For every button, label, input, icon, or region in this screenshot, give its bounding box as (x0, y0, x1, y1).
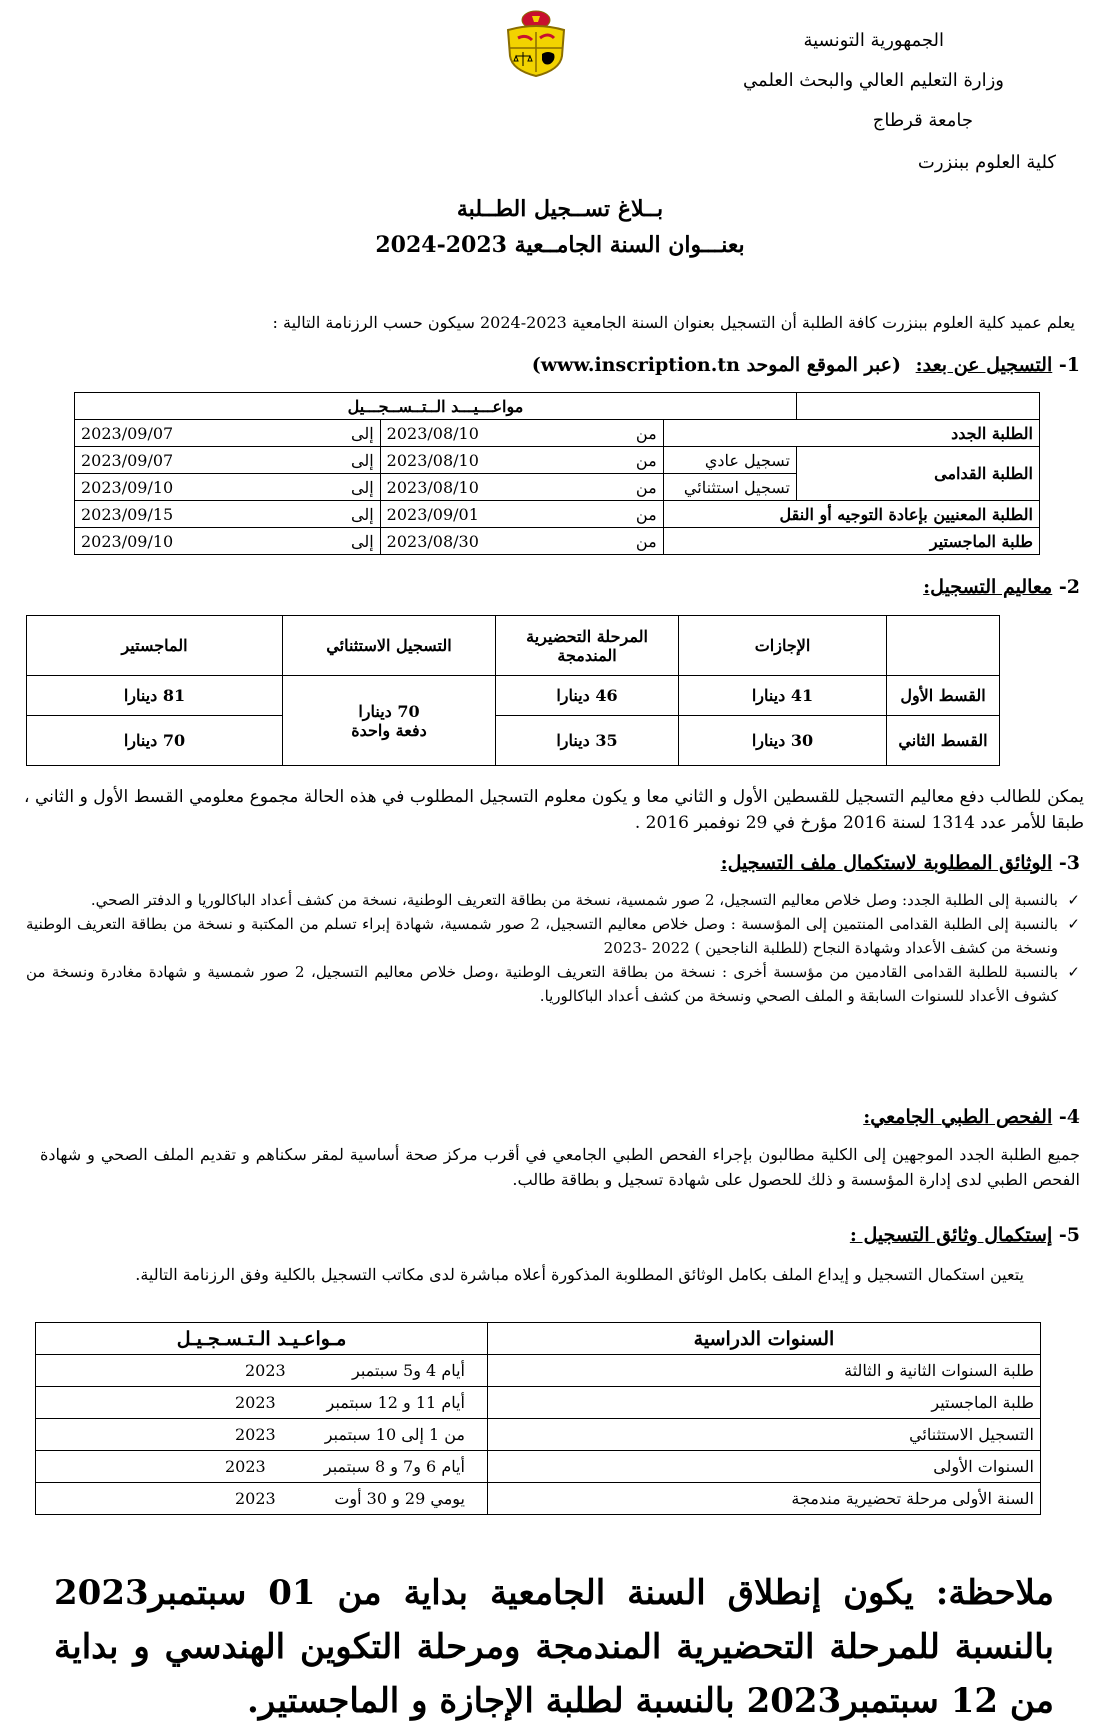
list-item-text: بالنسبة للطلبة القدامى القادمين من مؤسسة أخرى : نسخة من بطاقة التعريف الوطنية ،وصل خلاص معاليم التسجيل، 2 صور شمسية و شهادة مغادرة ونسخة من كشوف الأعداد للسنوات السابقة و الملف الصحي ونسخة من كشف أعداد الباكالوريا. (26, 963, 1058, 1005)
t1-to: إلى (351, 450, 374, 470)
t3-year-num: 2023 (235, 1425, 276, 1444)
completion-text: يتعين استكمال التسجيل و إيداع الملف بكامل الوثائق المطلوبة المذكورة أعلاه مباشرة لدى مكاتب التسجيل بالكلية وفق الرزنامة التالية. (135, 1265, 1024, 1284)
t3-year-num: 2023 (225, 1457, 266, 1476)
t1-from: من (635, 504, 657, 524)
t1-empty-corner (797, 393, 1040, 420)
t1-to-date: 2023/09/07 (81, 450, 174, 470)
section3-heading: الوثائق المطلوبة لاستكمال ملف التسجيل: (720, 852, 1053, 874)
remote-registration-table (74, 392, 1040, 555)
t2-corner (887, 616, 1000, 676)
start-date-note: ملاحظة: يكون إنطلاق السنة الجامعية بداية من 01 سبتمبر2023 بالنسبة للمرحلة التحضيرية المندمجة ومرحلة التكوين الهندسي و بداية من 12 سبتمبر2023 بالنسبة لطلبة الإجازة و الماجستير. (54, 1573, 1054, 1721)
section1-site: (عبر الموقع الموحد www.inscription.tn) (531, 354, 902, 376)
medical-exam-text: جميع الطلبة الجدد الموجهين إلى الكلية مطالبون بإجراء الفحص الطبي الجامعي في أقرب مركز صحة أساسية لمقر سكناهم و تقديم الملف الصحي و شهادة الفحص الطبي لدى إدارة المؤسسة و ذلك للحصول على شهادة تسجيل و بطاقة طالب. (40, 1145, 1081, 1189)
section1-heading: التسجيل عن بعد: (915, 354, 1053, 376)
t1-label: الطلبة القدامى (797, 447, 1040, 501)
section4-heading: الفحص الطبي الجامعي: (863, 1106, 1053, 1128)
section1-number: 1- (1058, 354, 1080, 376)
t2-col-header: الإجازات (679, 616, 887, 676)
t1-to: إلى (351, 423, 374, 443)
intro-paragraph: يعلم عميد كلية العلوم ببنزرت كافة الطلبة أن التسجيل بعنوان السنة الجامعية 2023-2024 سيكون حسب الرزنامة التالية : (272, 313, 1075, 332)
completion-schedule-table (35, 1322, 1041, 1515)
t3-year-num: 2023 (235, 1393, 276, 1412)
section2-number: 2- (1058, 576, 1080, 598)
t3-days: أيام 11 و 12 سبتمبر (326, 1393, 465, 1412)
list-item-text: بالنسبة إلى الطلبة القدامى المنتمين إلى المؤسسة : وصل خلاص معاليم التسجيل، 2 صور شمسية، شهادة إبراء تسلم من المكتبة و نسخة من بطاقة التعريف الوطنية ونسخة من كشف الأعداد وشهادة النجاح (للطلبة الناجحين ) 2022 -2023 (26, 915, 1058, 957)
t2-row-label: القسط الثاني (887, 716, 1000, 766)
header-republic: الجمهورية التونسية (803, 30, 944, 51)
table-row (75, 420, 1040, 447)
documents-list (26, 888, 1080, 1008)
t1-to-date: 2023/09/10 (81, 477, 174, 497)
t3-year: طلبة السنوات الثانية و الثالثة (488, 1355, 1041, 1387)
t2-cell: 46 دينارا (496, 676, 679, 716)
t1-label: الطلبة الجدد (663, 420, 1039, 447)
section5-heading: إستكمال وثائق التسجيل : (849, 1224, 1053, 1246)
t1-from-date: 2023/08/10 (386, 450, 479, 470)
t1-from-date: 2023/09/01 (386, 504, 479, 524)
fees-note: يمكن للطالب دفع معاليم التسجيل للقسطين الأول و الثاني معا و يكون معلوم التسجيل المطلوب في هذه الحالة مجموع معلومي القسط الأول و الثاني ، طبقا للأمر عدد 1314 لسنة 2016 مؤرخ في 29 نوفمبر 2016 . (24, 787, 1084, 833)
section2-title (923, 576, 1080, 598)
t3-col-dates: مـواعـيـد الـتـسـجـيـل (36, 1323, 488, 1355)
t1-header: مواعـــيـــد الــتــســجـــيل (75, 393, 797, 420)
t2-cell: 81 دينارا (27, 676, 283, 716)
t3-days: من 1 إلى 10 سبتمبر (324, 1425, 465, 1444)
t2-cell: 70 دينارا (27, 716, 283, 766)
t2-col-header: الماجستير (27, 616, 283, 676)
fees-table (26, 615, 1000, 766)
section4-title (863, 1106, 1080, 1128)
t2-exceptional-amount: 70 دينارا (358, 701, 420, 721)
t1-sub: تسجيل عادي (663, 447, 796, 474)
table-row (27, 676, 1000, 716)
title-line1: بــلاغ تســجيل الطــلبة (456, 196, 664, 222)
t1-to: إلى (351, 504, 374, 524)
list-item (26, 912, 1080, 960)
t1-to-date: 2023/09/10 (81, 531, 174, 551)
t1-from: من (635, 477, 657, 497)
list-item (26, 888, 1080, 912)
list-item-text: بالنسبة إلى الطلبة الجدد: وصل خلاص معاليم التسجيل، 2 صور شمسية، نسخة من بطاقة التعريف الوطنية، نسخة من كشف أعداد الباكالوريا و الدفتر الصحي. (90, 891, 1058, 909)
header-ministry: وزارة التعليم العالي والبحث العلمي (743, 70, 1004, 91)
t3-year: السنة الأولى مرحلة تحضيرية مندمجة (488, 1483, 1041, 1515)
table-row (27, 716, 1000, 766)
t3-days: أيام 4 و5 سبتمبر (351, 1361, 465, 1380)
check-icon: ✓ (1067, 891, 1080, 909)
header-university: جامعة قرطاج (872, 110, 973, 131)
t2-cell: 41 دينارا (679, 676, 887, 716)
t2-col-header: التسجيل الاستثنائي (283, 616, 496, 676)
t1-from-date: 2023/08/10 (386, 477, 479, 497)
section3-title (721, 852, 1080, 874)
t3-days: يومي 29 و 30 أوت (334, 1489, 465, 1508)
t3-year: السنوات الأولى (488, 1451, 1041, 1483)
t2-cell: 35 دينارا (496, 716, 679, 766)
section4-number: 4- (1058, 1106, 1080, 1128)
t1-from: من (635, 450, 657, 470)
check-icon: ✓ (1067, 915, 1080, 933)
t1-from-date: 2023/08/30 (386, 531, 479, 551)
t3-year-num: 2023 (235, 1489, 276, 1508)
t1-to: إلى (351, 531, 374, 551)
t2-col-header: المرحلة التحضيرية المندمجة (496, 616, 679, 676)
t2-exceptional (283, 676, 496, 766)
section5-number: 5- (1058, 1224, 1080, 1246)
table-row (36, 1355, 1041, 1387)
t3-year: طلبة الماجستير (488, 1387, 1041, 1419)
t3-year-num: 2023 (245, 1361, 286, 1380)
t1-label: طلبة الماجستير (663, 528, 1039, 555)
t1-to-date: 2023/09/15 (81, 504, 174, 524)
title-line2: بعنـــوان السنة الجامــعية 2023-2024 (375, 232, 745, 258)
section2-heading: معاليم التسجيل: (923, 576, 1053, 598)
t3-year: التسجيل الاستثنائي (488, 1419, 1041, 1451)
check-icon: ✓ (1067, 963, 1080, 981)
table-row (36, 1387, 1041, 1419)
t1-to: إلى (351, 477, 374, 497)
section5-title (850, 1224, 1080, 1246)
t3-days: أيام 6 و7 و 8 سبتمبر (323, 1457, 465, 1476)
table-row (75, 447, 1040, 474)
t2-cell: 30 دينارا (679, 716, 887, 766)
t2-row-label: القسط الأول (887, 676, 1000, 716)
tunisia-coat-of-arms-icon (500, 8, 572, 78)
header-faculty: كلية العلوم ببنزرت (917, 152, 1056, 173)
list-item (26, 960, 1080, 1008)
t1-label: الطلبة المعنيين بإعادة التوجيه أو النقل (663, 501, 1039, 528)
t1-from: من (635, 423, 657, 443)
table-row (75, 501, 1040, 528)
table-row (75, 528, 1040, 555)
table-row (36, 1451, 1041, 1483)
table-row (36, 1419, 1041, 1451)
table-row (36, 1483, 1041, 1515)
t1-sub: تسجيل استثنائي (663, 474, 796, 501)
t2-exceptional-note: دفعة واحدة (351, 720, 427, 740)
section3-number: 3- (1058, 852, 1080, 874)
t3-col-years: السنوات الدراسية (488, 1323, 1041, 1355)
t1-from: من (635, 531, 657, 551)
section1-title (532, 354, 1080, 376)
t1-to-date: 2023/09/07 (81, 423, 174, 443)
t1-from-date: 2023/08/10 (386, 423, 479, 443)
